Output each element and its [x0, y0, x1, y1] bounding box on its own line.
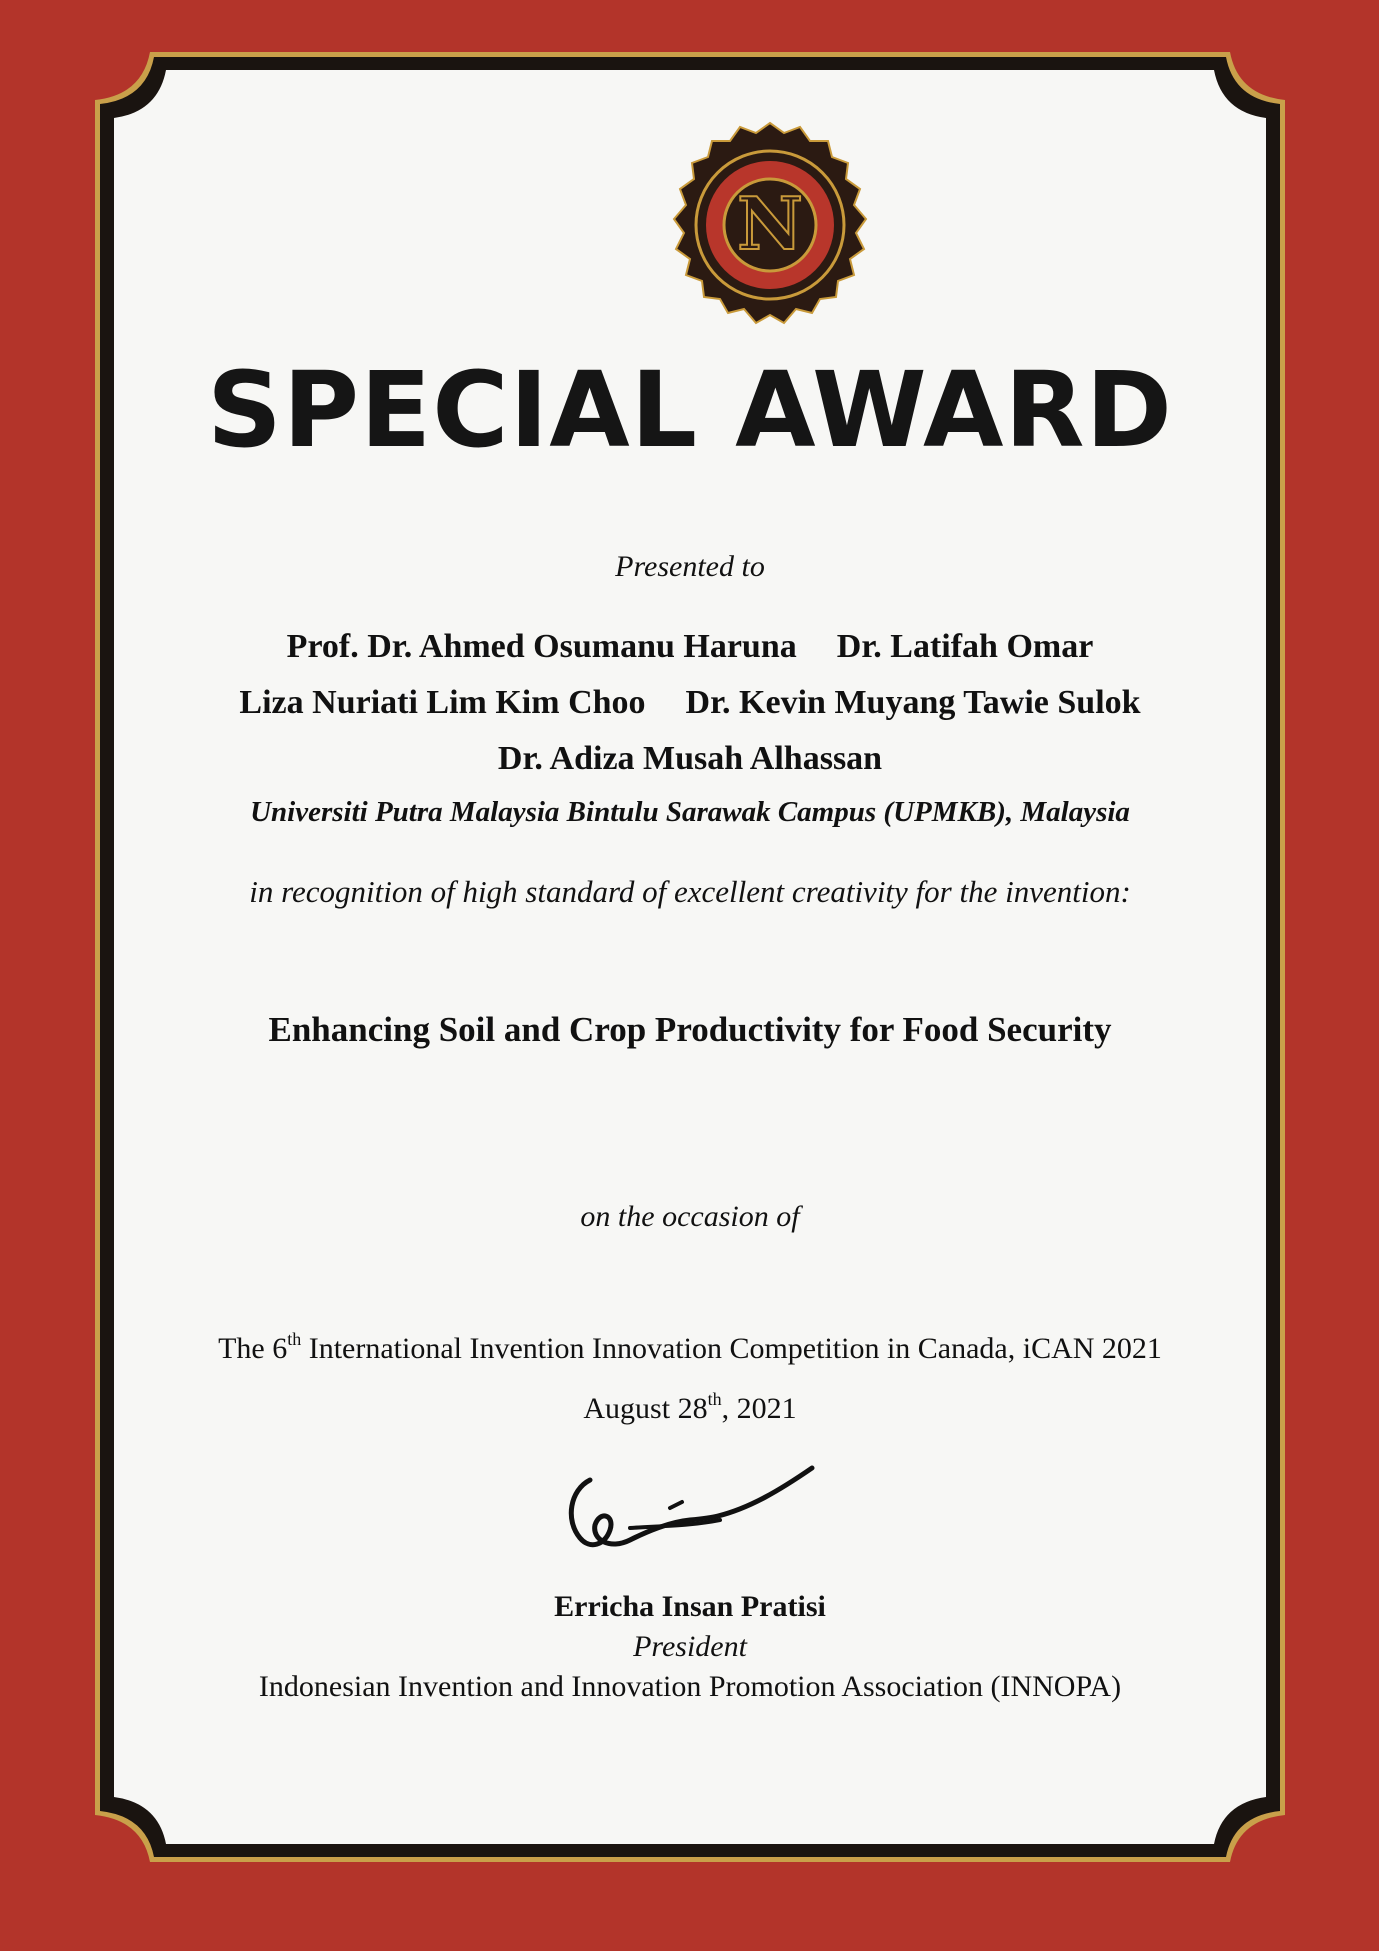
signatory-organization: Indonesian Invention and Innovation Promotion Association (INNOPA): [258, 1670, 1122, 1703]
award-title: SPECIAL AWARD: [207, 349, 1173, 471]
date-rest: , 2021: [721, 1392, 797, 1425]
competition-name: [95, 1329, 1285, 1366]
recognition-text: in recognition of high standard of excellent creativity for the invention:: [249, 874, 1131, 909]
award-date: [95, 1389, 1285, 1426]
recipients-line-1: [95, 628, 1285, 666]
competition-ordinal: th: [287, 1329, 302, 1349]
signatory-position: President: [633, 1630, 747, 1663]
recipients-line-3: [95, 740, 1285, 778]
affiliation: Universiti Putra Malaysia Bintulu Sarawak Campus (UPMKB), Malaysia: [250, 796, 1130, 828]
innopa-seal-icon: [665, 120, 875, 330]
date-ordinal: th: [707, 1389, 722, 1409]
recipient-name: Prof. Dr. Ahmed Osumanu Haruna: [286, 628, 797, 665]
signature-stroke: [571, 1468, 812, 1545]
competition-rest: International Invention Innovation Competition in Canada, iCAN 2021: [301, 1332, 1162, 1365]
date-prefix: August 28: [583, 1392, 708, 1425]
occasion-label: on the occasion of: [580, 1200, 800, 1233]
signature-icon: [550, 1450, 850, 1570]
presented-to-label: Presented to: [615, 550, 765, 583]
recipients-line-2: [95, 684, 1285, 722]
recipient-name: Dr. Adiza Musah Alhassan: [497, 740, 883, 777]
recipient-name: Dr. Kevin Muyang Tawie Sulok: [685, 684, 1141, 721]
seal-letter: N: [737, 181, 803, 266]
certificate-content: [95, 70, 1285, 1870]
invention-title: Enhancing Soil and Crop Productivity for Food Security: [268, 1010, 1112, 1049]
recipient-name: Dr. Latifah Omar: [836, 628, 1094, 665]
recipient-name: Liza Nuriati Lim Kim Choo: [239, 684, 646, 721]
competition-prefix: The 6: [218, 1332, 288, 1365]
signatory-name: Erricha Insan Pratisi: [554, 1590, 826, 1623]
signature-mark: [670, 1502, 682, 1508]
